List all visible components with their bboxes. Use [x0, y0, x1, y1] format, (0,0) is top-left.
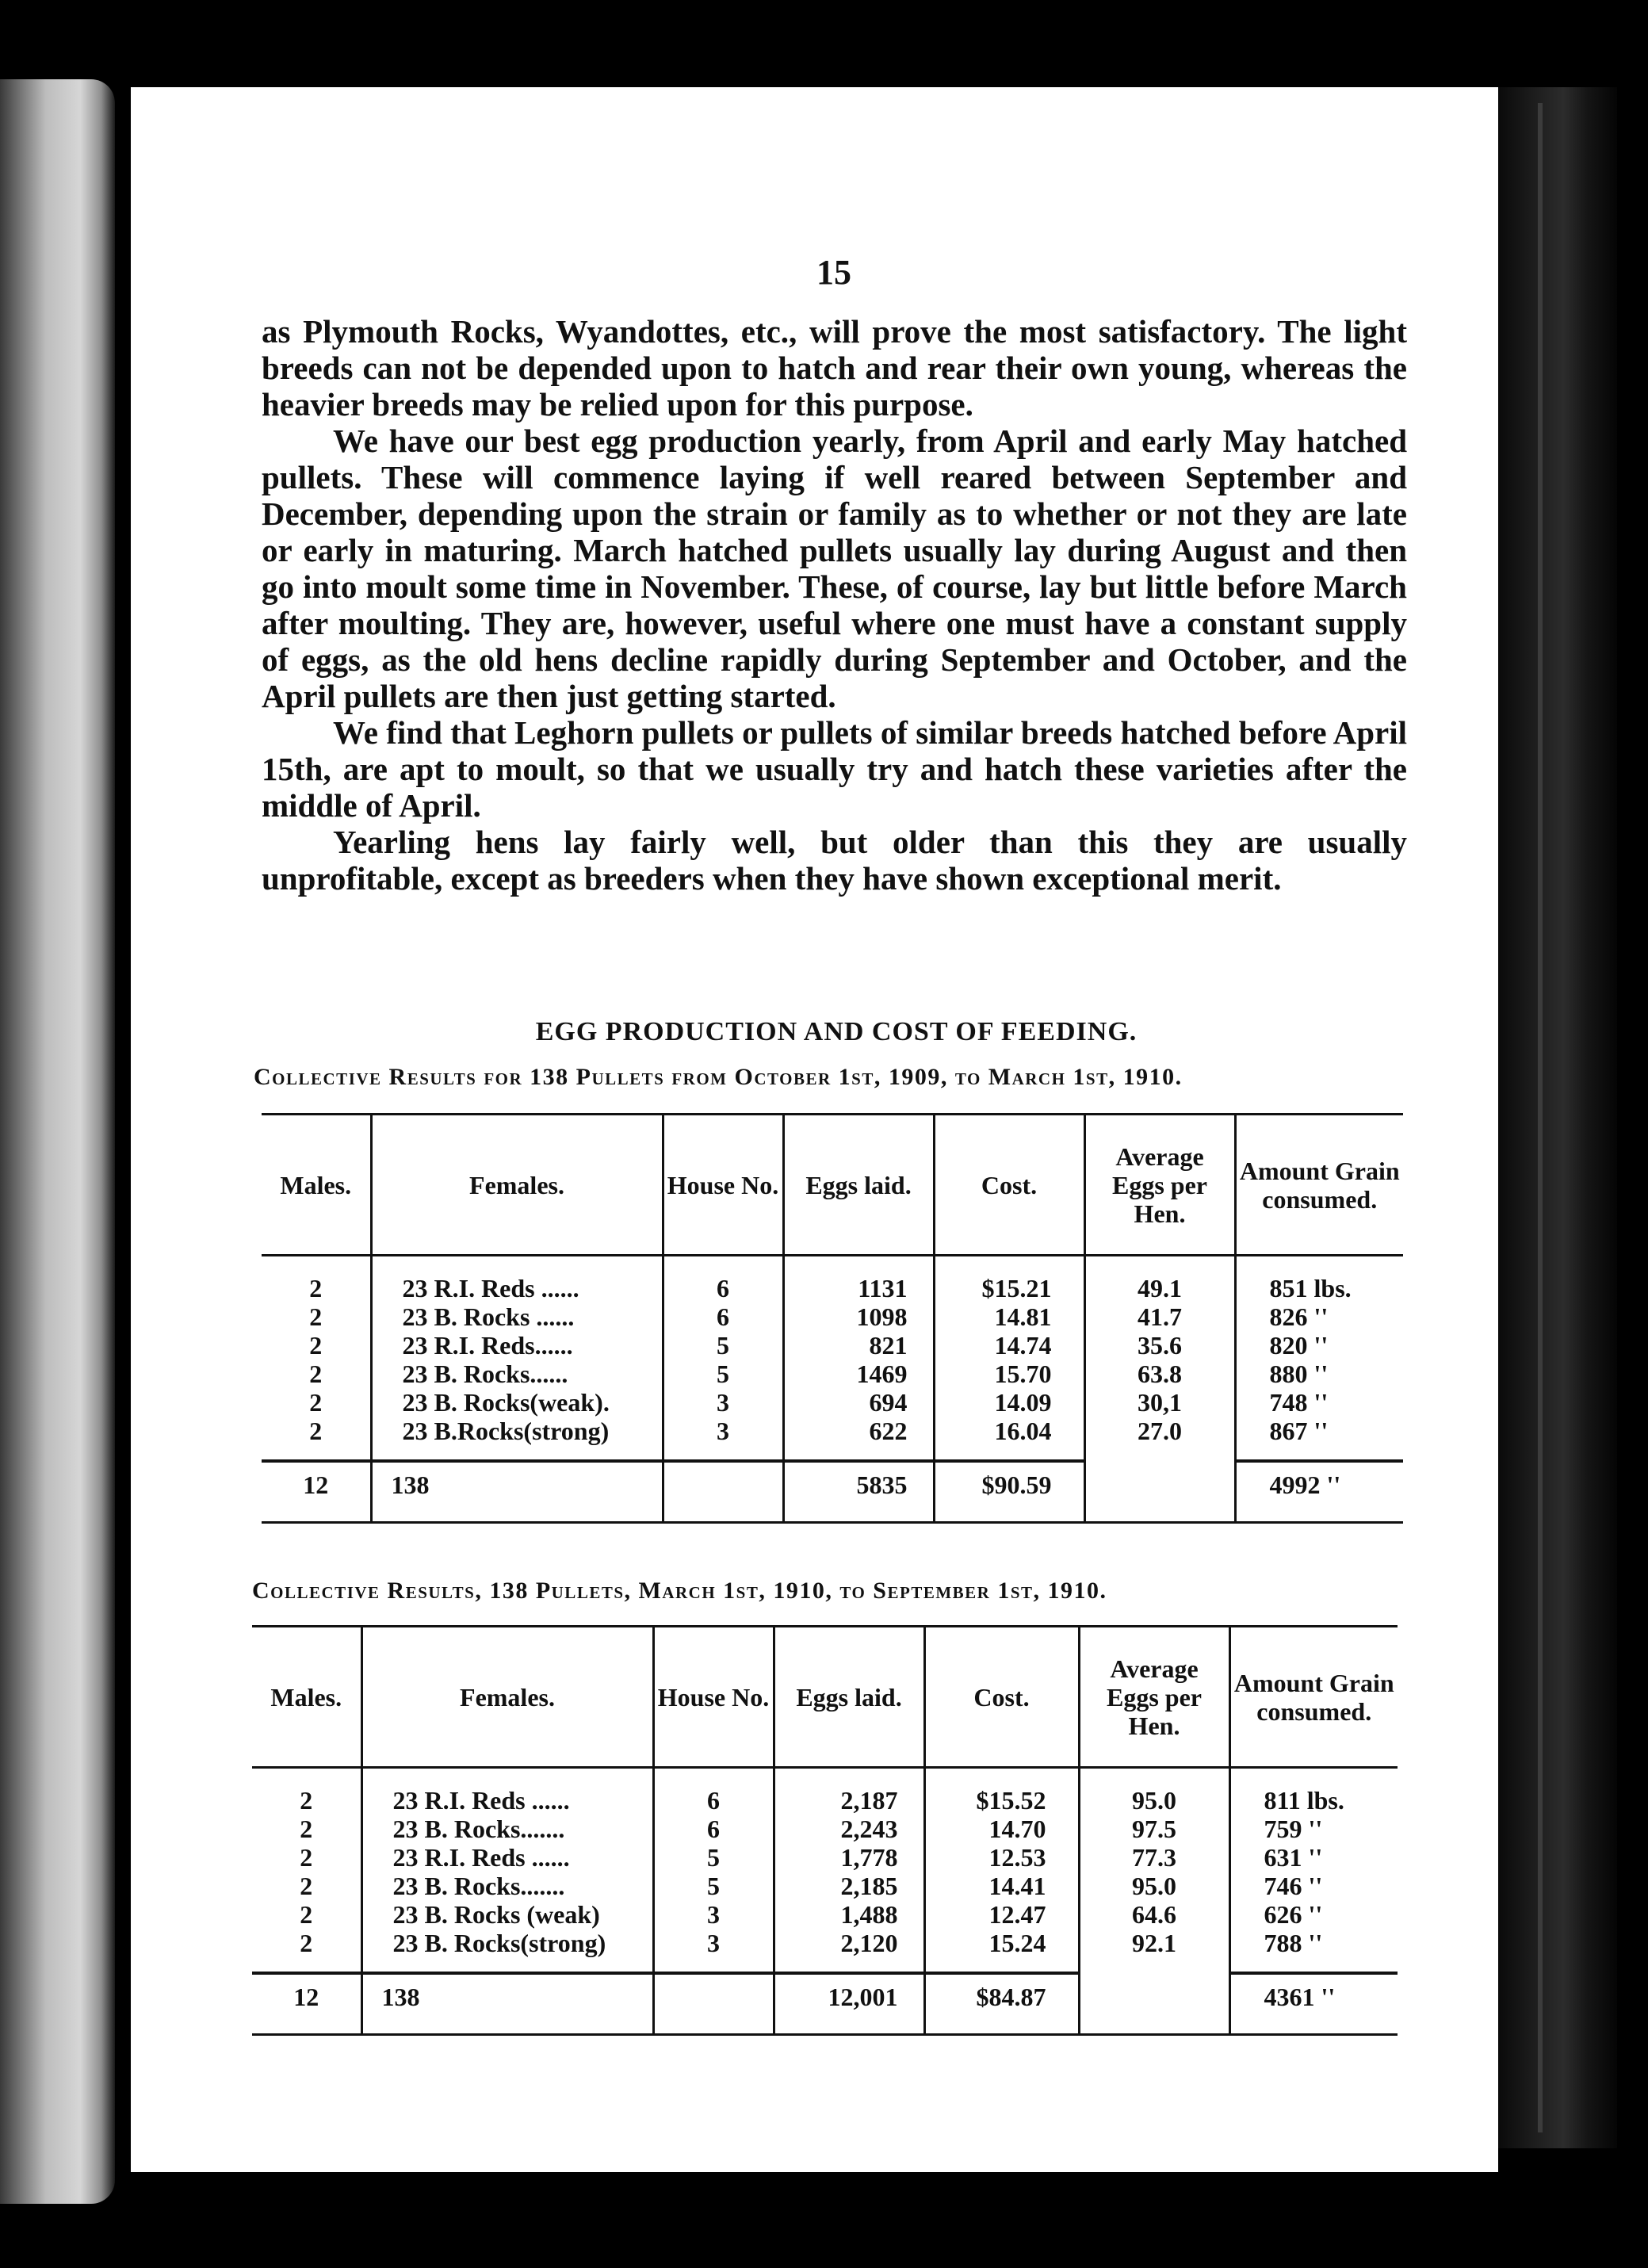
col-grain-header: Amount Grain consumed. [1229, 1627, 1398, 1768]
col-eggs-header: Eggs laid. [774, 1627, 924, 1768]
total-house-empty [663, 1461, 783, 1523]
col-cost-header: Cost. [934, 1115, 1084, 1256]
total-avg-empty [1079, 1973, 1229, 2035]
house-cell: 6 6 5 5 3 3 [663, 1256, 783, 1462]
eggs-cell: 2,187 2,243 1,778 2,185 1,488 2,120 [774, 1768, 924, 1974]
total-avg-empty [1084, 1461, 1235, 1523]
body-text [262, 313, 1407, 897]
paragraph-1: as Plymouth Rocks, Wyandottes, etc., will prove the most satisfactory. The light breeds can not be depended upon to hatch and rear their own young, whereas the heavier breeds may be relied upon for this purpose. [262, 313, 1407, 423]
females-cell: 23 R.I. Reds ...... 23 B. Rocks ...... 23 R.I. Reds...... 23 B. Rocks...... 23 B. Rocks(weak). 23 B.Rocks(strong) [371, 1256, 663, 1462]
total-females: 138 [361, 1973, 653, 2035]
total-house-empty [653, 1973, 774, 2035]
col-cost-header: Cost. [924, 1627, 1079, 1768]
total-eggs: 5835 [783, 1461, 934, 1523]
section-title: EGG PRODUCTION AND COST OF FEEDING. [535, 1017, 1138, 1046]
col-avg-header: Average Eggs per Hen. [1084, 1115, 1235, 1256]
col-eggs-header: Eggs laid. [783, 1115, 934, 1256]
left-page-edge [0, 79, 115, 2204]
females-cell: 23 R.I. Reds ...... 23 B. Rocks....... 23 R.I. Reds ...... 23 B. Rocks....... 23 B. Rocks (weak) 23 B. Rocks(strong) [361, 1768, 653, 1974]
col-grain-header: Amount Grain consumed. [1235, 1115, 1403, 1256]
col-avg-header: Average Eggs per Hen. [1079, 1627, 1229, 1768]
total-grain: 4361 '' [1229, 1973, 1398, 2035]
grain-cell: 811 lbs. 759 '' 631 '' 746 '' 626 '' 788 '' [1229, 1768, 1398, 1974]
col-females-header: Females. [361, 1627, 653, 1768]
total-cost: $90.59 [934, 1461, 1084, 1523]
table2 [252, 1625, 1398, 2036]
house-cell: 6 6 5 5 3 3 [653, 1768, 774, 1974]
table1 [262, 1113, 1403, 1524]
col-house-header: House No. [663, 1115, 783, 1256]
col-males-header: Males. [252, 1627, 361, 1768]
avg-cell: 95.0 97.5 77.3 95.0 64.6 92.1 [1079, 1768, 1229, 1974]
col-females-header: Females. [371, 1115, 663, 1256]
book-spine-edge [1498, 87, 1617, 2148]
paragraph-3: We find that Leghorn pullets or pullets of similar breeds hatched before April 15th, are apt to moult, so that we usually try and hatch these varieties after the middle of April. [262, 714, 1407, 824]
total-grain: 4992 '' [1235, 1461, 1403, 1523]
cost-cell: $15.52 14.70 12.53 14.41 12.47 15.24 [924, 1768, 1079, 1974]
eggs-cell: 1131 1098 821 1469 694 622 [783, 1256, 934, 1462]
males-cell: 2 2 2 2 2 2 [309, 1274, 323, 1445]
total-eggs: 12,001 [774, 1973, 924, 2035]
paragraph-4: Yearling hens lay fairly well, but older than this they are usually unprofitable, except as breeders when they have shown exceptional merit. [262, 824, 1407, 897]
total-females: 138 [371, 1461, 663, 1523]
table2-title: Collective Results, 138 Pullets, March 1st, 1910, to September 1st, 1910. [252, 1578, 1107, 1604]
book-spine-line [1538, 103, 1543, 2132]
table1-title: Collective Results for 138 Pullets from October 1st, 1909, to March 1st, 1910. [254, 1064, 1183, 1090]
cost-cell: $15.21 14.81 14.74 15.70 14.09 16.04 [934, 1256, 1084, 1462]
avg-cell: 49.1 41.7 35.6 63.8 30,1 27.0 [1084, 1256, 1235, 1462]
total-males: 12 [262, 1461, 371, 1523]
grain-cell: 851 lbs. 826 '' 820 '' 880 '' 748 '' 867 '' [1235, 1256, 1403, 1462]
males-cell: 2 2 2 2 2 2 [300, 1786, 313, 1957]
page-number: 15 [816, 253, 851, 292]
col-house-header: House No. [653, 1627, 774, 1768]
col-males-header: Males. [262, 1115, 371, 1256]
total-cost: $84.87 [924, 1973, 1079, 2035]
paragraph-2: We have our best egg production yearly, from April and early May hatched pullets. These will commence laying if well reared between September and December, depending upon the strain or family as to whether or not they are late or early in maturing. March hatched pullets usually lay during August and then go into moult some time in November. These, of course, lay but little before March after moulting. They are, however, useful where one must have a constant supply of eggs, as the old hens decline rapidly during September and October, and the April pullets are then just getting started. [262, 423, 1407, 714]
total-males: 12 [252, 1973, 361, 2035]
